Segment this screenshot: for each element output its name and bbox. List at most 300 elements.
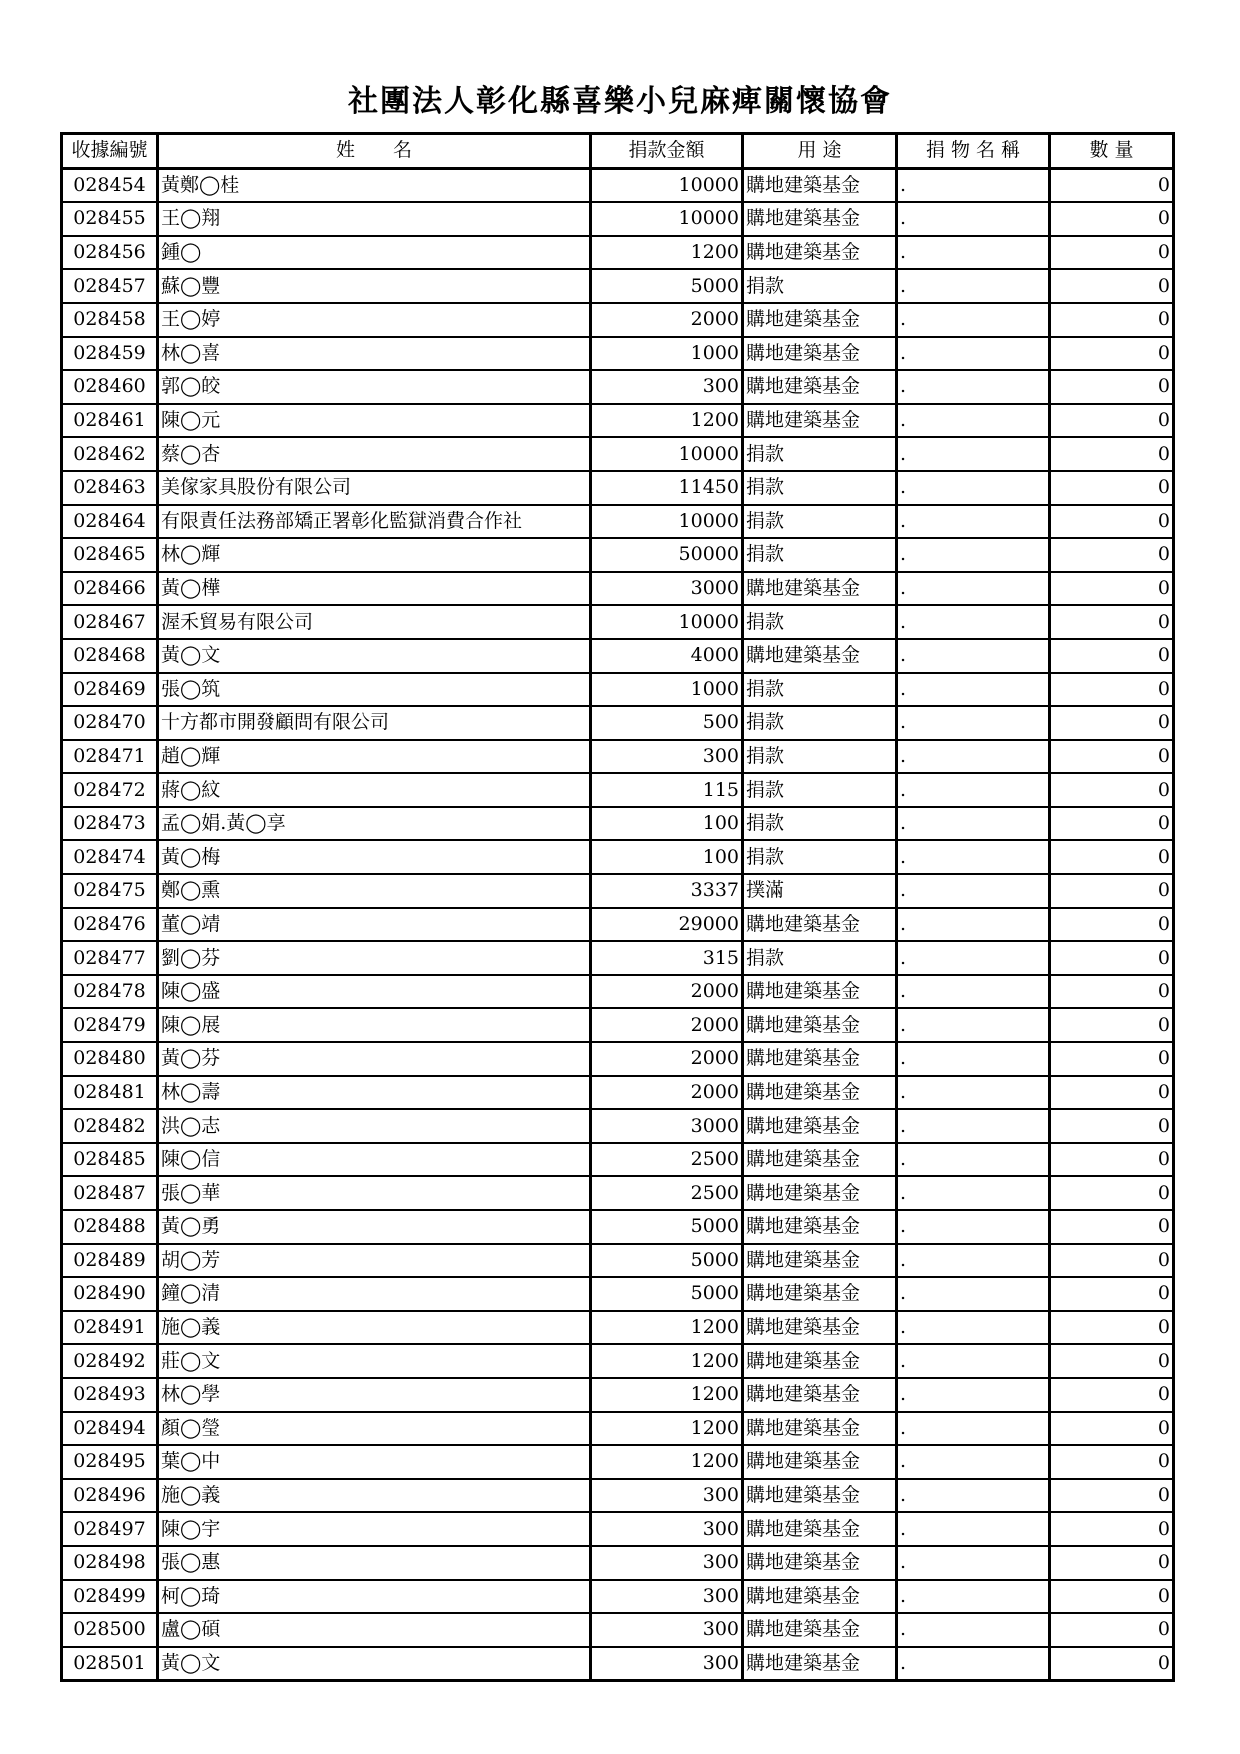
cell-item-name: . <box>897 1512 1050 1546</box>
table-row <box>62 236 1174 270</box>
cell-receipt-no: 028494 <box>62 1412 158 1446</box>
cell-amount: 1200 <box>591 1445 743 1479</box>
cell-name: 施◯義 <box>158 1311 591 1345</box>
cell-purpose: 捐款 <box>743 471 897 505</box>
cell-amount: 1200 <box>591 1344 743 1378</box>
cell-amount: 300 <box>591 1512 743 1546</box>
cell-name: 黃◯樺 <box>158 572 591 606</box>
cell-receipt-no: 028497 <box>62 1512 158 1546</box>
cell-name: 盧◯碩 <box>158 1613 591 1647</box>
cell-purpose: 購地建築基金 <box>743 404 897 438</box>
cell-item-name: . <box>897 236 1050 270</box>
cell-quantity: 0 <box>1050 941 1174 975</box>
cell-name: 郭◯皎 <box>158 370 591 404</box>
cell-item-name: . <box>897 941 1050 975</box>
cell-purpose: 購地建築基金 <box>743 572 897 606</box>
cell-purpose: 購地建築基金 <box>743 303 897 337</box>
cell-name: 劉◯芬 <box>158 941 591 975</box>
table-header-row <box>62 134 1174 169</box>
cell-name: 鄭◯熏 <box>158 874 591 908</box>
cell-quantity: 0 <box>1050 1479 1174 1513</box>
cell-item-name: . <box>897 639 1050 673</box>
cell-item-name: . <box>897 1479 1050 1513</box>
cell-quantity: 0 <box>1050 370 1174 404</box>
cell-receipt-no: 028464 <box>62 505 158 539</box>
table-row <box>62 538 1174 572</box>
cell-receipt-no: 028470 <box>62 706 158 740</box>
cell-receipt-no: 028491 <box>62 1311 158 1345</box>
cell-quantity: 0 <box>1050 706 1174 740</box>
cell-name: 王◯翔 <box>158 202 591 236</box>
cell-amount: 1200 <box>591 404 743 438</box>
cell-receipt-no: 028457 <box>62 269 158 303</box>
cell-amount: 100 <box>591 807 743 841</box>
table-row <box>62 605 1174 639</box>
cell-item-name: . <box>897 1445 1050 1479</box>
table-row <box>62 706 1174 740</box>
cell-receipt-no: 028462 <box>62 437 158 471</box>
cell-name: 渥禾貿易有限公司 <box>158 605 591 639</box>
table-row <box>62 1613 1174 1647</box>
cell-name: 林◯學 <box>158 1378 591 1412</box>
cell-receipt-no: 028467 <box>62 605 158 639</box>
cell-quantity: 0 <box>1050 168 1174 202</box>
cell-name: 黃◯文 <box>158 1647 591 1681</box>
cell-receipt-no: 028475 <box>62 874 158 908</box>
cell-amount: 10000 <box>591 168 743 202</box>
cell-receipt-no: 028456 <box>62 236 158 270</box>
cell-item-name: . <box>897 605 1050 639</box>
cell-amount: 5000 <box>591 1244 743 1278</box>
cell-item-name: . <box>897 1042 1050 1076</box>
cell-item-name: . <box>897 505 1050 539</box>
cell-name: 趙◯輝 <box>158 740 591 774</box>
cell-receipt-no: 028468 <box>62 639 158 673</box>
cell-item-name: . <box>897 1311 1050 1345</box>
table-row <box>62 337 1174 371</box>
cell-item-name: . <box>897 673 1050 707</box>
table-row <box>62 303 1174 337</box>
cell-name: 黃◯文 <box>158 639 591 673</box>
cell-receipt-no: 028495 <box>62 1445 158 1479</box>
cell-quantity: 0 <box>1050 1512 1174 1546</box>
cell-purpose: 捐款 <box>743 840 897 874</box>
cell-quantity: 0 <box>1050 1613 1174 1647</box>
cell-amount: 300 <box>591 370 743 404</box>
cell-amount: 10000 <box>591 437 743 471</box>
cell-name: 顏◯瑩 <box>158 1412 591 1446</box>
cell-purpose: 捐款 <box>743 605 897 639</box>
cell-amount: 5000 <box>591 1277 743 1311</box>
cell-receipt-no: 028501 <box>62 1647 158 1681</box>
cell-name: 美傢家具股份有限公司 <box>158 471 591 505</box>
cell-quantity: 0 <box>1050 1109 1174 1143</box>
cell-receipt-no: 028461 <box>62 404 158 438</box>
cell-purpose: 捐款 <box>743 740 897 774</box>
cell-amount: 10000 <box>591 605 743 639</box>
cell-purpose: 捐款 <box>743 269 897 303</box>
cell-name: 林◯喜 <box>158 337 591 371</box>
cell-receipt-no: 028459 <box>62 337 158 371</box>
cell-quantity: 0 <box>1050 1311 1174 1345</box>
cell-name: 陳◯元 <box>158 404 591 438</box>
cell-quantity: 0 <box>1050 1546 1174 1580</box>
table-row <box>62 437 1174 471</box>
cell-receipt-no: 028463 <box>62 471 158 505</box>
cell-quantity: 0 <box>1050 840 1174 874</box>
cell-item-name: . <box>897 773 1050 807</box>
cell-receipt-no: 028485 <box>62 1143 158 1177</box>
page-title: 社團法人彰化縣喜樂小兒麻痺關懷協會 <box>348 84 892 119</box>
cell-amount: 11450 <box>591 471 743 505</box>
cell-purpose: 捐款 <box>743 673 897 707</box>
cell-name: 張◯惠 <box>158 1546 591 1580</box>
cell-receipt-no: 028492 <box>62 1344 158 1378</box>
cell-item-name: . <box>897 337 1050 371</box>
table-row <box>62 572 1174 606</box>
cell-item-name: . <box>897 471 1050 505</box>
cell-quantity: 0 <box>1050 1580 1174 1614</box>
cell-item-name: . <box>897 370 1050 404</box>
header-amount: 捐款金額 <box>591 134 743 169</box>
cell-amount: 3000 <box>591 572 743 606</box>
cell-purpose: 購地建築基金 <box>743 1076 897 1110</box>
cell-item-name: . <box>897 1378 1050 1412</box>
cell-name: 有限責任法務部矯正署彰化監獄消費合作社 <box>158 505 591 539</box>
header-receipt-no: 收據編號 <box>62 134 158 169</box>
cell-quantity: 0 <box>1050 1210 1174 1244</box>
cell-item-name: . <box>897 1244 1050 1278</box>
table-row <box>62 1546 1174 1580</box>
cell-name: 施◯義 <box>158 1479 591 1513</box>
cell-purpose: 購地建築基金 <box>743 975 897 1009</box>
cell-quantity: 0 <box>1050 572 1174 606</box>
cell-amount: 29000 <box>591 908 743 942</box>
cell-purpose: 購地建築基金 <box>743 337 897 371</box>
table-row <box>62 740 1174 774</box>
cell-amount: 5000 <box>591 269 743 303</box>
cell-receipt-no: 028465 <box>62 538 158 572</box>
table-row <box>62 840 1174 874</box>
cell-name: 柯◯琦 <box>158 1580 591 1614</box>
cell-quantity: 0 <box>1050 1277 1174 1311</box>
cell-name: 董◯靖 <box>158 908 591 942</box>
table-row <box>62 1344 1174 1378</box>
cell-name: 陳◯盛 <box>158 975 591 1009</box>
cell-item-name: . <box>897 740 1050 774</box>
table-row <box>62 1647 1174 1681</box>
cell-quantity: 0 <box>1050 505 1174 539</box>
cell-purpose: 捐款 <box>743 505 897 539</box>
cell-quantity: 0 <box>1050 975 1174 1009</box>
cell-name: 孟◯娟.黃◯享 <box>158 807 591 841</box>
cell-quantity: 0 <box>1050 639 1174 673</box>
cell-purpose: 購地建築基金 <box>743 1210 897 1244</box>
cell-quantity: 0 <box>1050 773 1174 807</box>
table-row <box>62 975 1174 1009</box>
cell-purpose: 購地建築基金 <box>743 1412 897 1446</box>
cell-amount: 2500 <box>591 1176 743 1210</box>
cell-purpose: 購地建築基金 <box>743 202 897 236</box>
cell-item-name: . <box>897 202 1050 236</box>
cell-purpose: 購地建築基金 <box>743 1311 897 1345</box>
cell-item-name: . <box>897 538 1050 572</box>
cell-quantity: 0 <box>1050 908 1174 942</box>
cell-receipt-no: 028500 <box>62 1613 158 1647</box>
cell-name: 陳◯展 <box>158 1008 591 1042</box>
table-row <box>62 1076 1174 1110</box>
cell-receipt-no: 028482 <box>62 1109 158 1143</box>
cell-receipt-no: 028499 <box>62 1580 158 1614</box>
table-row <box>62 807 1174 841</box>
cell-quantity: 0 <box>1050 1176 1174 1210</box>
cell-name: 鐘◯清 <box>158 1277 591 1311</box>
cell-item-name: . <box>897 1580 1050 1614</box>
cell-amount: 300 <box>591 1546 743 1580</box>
cell-purpose: 購地建築基金 <box>743 639 897 673</box>
cell-receipt-no: 028472 <box>62 773 158 807</box>
cell-amount: 4000 <box>591 639 743 673</box>
cell-name: 陳◯宇 <box>158 1512 591 1546</box>
cell-item-name: . <box>897 437 1050 471</box>
cell-amount: 300 <box>591 1613 743 1647</box>
cell-receipt-no: 028487 <box>62 1176 158 1210</box>
cell-amount: 2000 <box>591 303 743 337</box>
cell-purpose: 購地建築基金 <box>743 1176 897 1210</box>
cell-item-name: . <box>897 1076 1050 1110</box>
cell-receipt-no: 028496 <box>62 1479 158 1513</box>
cell-name: 蔣◯紋 <box>158 773 591 807</box>
cell-quantity: 0 <box>1050 1042 1174 1076</box>
cell-amount: 300 <box>591 740 743 774</box>
cell-amount: 50000 <box>591 538 743 572</box>
cell-amount: 10000 <box>591 202 743 236</box>
table-row <box>62 404 1174 438</box>
cell-amount: 2000 <box>591 1076 743 1110</box>
cell-receipt-no: 028489 <box>62 1244 158 1278</box>
cell-quantity: 0 <box>1050 437 1174 471</box>
cell-quantity: 0 <box>1050 1378 1174 1412</box>
cell-amount: 3000 <box>591 1109 743 1143</box>
cell-item-name: . <box>897 1210 1050 1244</box>
cell-quantity: 0 <box>1050 874 1174 908</box>
cell-quantity: 0 <box>1050 1008 1174 1042</box>
cell-receipt-no: 028478 <box>62 975 158 1009</box>
cell-quantity: 0 <box>1050 1647 1174 1681</box>
cell-amount: 2000 <box>591 975 743 1009</box>
table-row <box>62 941 1174 975</box>
cell-amount: 315 <box>591 941 743 975</box>
cell-amount: 1200 <box>591 1412 743 1446</box>
header-name: 姓 名 <box>158 134 591 169</box>
cell-name: 林◯輝 <box>158 538 591 572</box>
cell-amount: 2000 <box>591 1042 743 1076</box>
table-row <box>62 1210 1174 1244</box>
table-row <box>62 505 1174 539</box>
table-row <box>62 1445 1174 1479</box>
cell-receipt-no: 028455 <box>62 202 158 236</box>
table-row <box>62 1580 1174 1614</box>
header-quantity: 數 量 <box>1050 134 1174 169</box>
cell-quantity: 0 <box>1050 1076 1174 1110</box>
cell-quantity: 0 <box>1050 1412 1174 1446</box>
table-row <box>62 1479 1174 1513</box>
table-row <box>62 1277 1174 1311</box>
cell-receipt-no: 028493 <box>62 1378 158 1412</box>
cell-quantity: 0 <box>1050 303 1174 337</box>
cell-quantity: 0 <box>1050 740 1174 774</box>
cell-purpose: 捐款 <box>743 773 897 807</box>
table-row <box>62 1143 1174 1177</box>
cell-item-name: . <box>897 572 1050 606</box>
cell-receipt-no: 028479 <box>62 1008 158 1042</box>
cell-purpose: 捐款 <box>743 538 897 572</box>
cell-item-name: . <box>897 1647 1050 1681</box>
cell-quantity: 0 <box>1050 236 1174 270</box>
cell-purpose: 購地建築基金 <box>743 908 897 942</box>
cell-purpose: 購地建築基金 <box>743 1109 897 1143</box>
cell-quantity: 0 <box>1050 673 1174 707</box>
cell-name: 王◯婷 <box>158 303 591 337</box>
table-row <box>62 202 1174 236</box>
cell-receipt-no: 028481 <box>62 1076 158 1110</box>
cell-purpose: 購地建築基金 <box>743 1580 897 1614</box>
cell-item-name: . <box>897 1546 1050 1580</box>
table-row <box>62 1109 1174 1143</box>
cell-receipt-no: 028488 <box>62 1210 158 1244</box>
cell-item-name: . <box>897 1277 1050 1311</box>
cell-purpose: 購地建築基金 <box>743 1479 897 1513</box>
cell-purpose: 購地建築基金 <box>743 168 897 202</box>
cell-name: 蘇◯豐 <box>158 269 591 303</box>
cell-quantity: 0 <box>1050 1445 1174 1479</box>
cell-amount: 500 <box>591 706 743 740</box>
cell-name: 黃◯勇 <box>158 1210 591 1244</box>
cell-purpose: 購地建築基金 <box>743 1378 897 1412</box>
cell-name: 黃鄭◯桂 <box>158 168 591 202</box>
cell-receipt-no: 028477 <box>62 941 158 975</box>
cell-amount: 1200 <box>591 1311 743 1345</box>
cell-receipt-no: 028490 <box>62 1277 158 1311</box>
cell-quantity: 0 <box>1050 1244 1174 1278</box>
cell-quantity: 0 <box>1050 337 1174 371</box>
cell-amount: 2000 <box>591 1008 743 1042</box>
cell-purpose: 捐款 <box>743 437 897 471</box>
cell-item-name: . <box>897 1344 1050 1378</box>
cell-name: 黃◯芬 <box>158 1042 591 1076</box>
cell-name: 張◯華 <box>158 1176 591 1210</box>
cell-receipt-no: 028474 <box>62 840 158 874</box>
table-row <box>62 1042 1174 1076</box>
cell-purpose: 購地建築基金 <box>743 1445 897 1479</box>
cell-name: 林◯壽 <box>158 1076 591 1110</box>
table-row <box>62 673 1174 707</box>
table-row <box>62 471 1174 505</box>
cell-amount: 1200 <box>591 236 743 270</box>
cell-quantity: 0 <box>1050 471 1174 505</box>
cell-item-name: . <box>897 908 1050 942</box>
table-row <box>62 269 1174 303</box>
cell-name: 葉◯中 <box>158 1445 591 1479</box>
table-row <box>62 1176 1174 1210</box>
cell-purpose: 撲滿 <box>743 874 897 908</box>
cell-receipt-no: 028498 <box>62 1546 158 1580</box>
cell-quantity: 0 <box>1050 404 1174 438</box>
cell-name: 張◯筑 <box>158 673 591 707</box>
cell-name: 莊◯文 <box>158 1344 591 1378</box>
cell-amount: 2500 <box>591 1143 743 1177</box>
cell-receipt-no: 028458 <box>62 303 158 337</box>
cell-quantity: 0 <box>1050 1344 1174 1378</box>
cell-item-name: . <box>897 404 1050 438</box>
cell-amount: 1000 <box>591 337 743 371</box>
cell-name: 胡◯芳 <box>158 1244 591 1278</box>
cell-receipt-no: 028454 <box>62 168 158 202</box>
cell-item-name: . <box>897 168 1050 202</box>
cell-quantity: 0 <box>1050 269 1174 303</box>
cell-purpose: 購地建築基金 <box>743 1008 897 1042</box>
table-row <box>62 1311 1174 1345</box>
donation-table <box>60 132 1175 1682</box>
cell-purpose: 購地建築基金 <box>743 370 897 404</box>
cell-purpose: 捐款 <box>743 706 897 740</box>
cell-purpose: 購地建築基金 <box>743 1512 897 1546</box>
cell-quantity: 0 <box>1050 1143 1174 1177</box>
cell-purpose: 購地建築基金 <box>743 1546 897 1580</box>
header-purpose: 用 途 <box>743 134 897 169</box>
cell-purpose: 購地建築基金 <box>743 1244 897 1278</box>
cell-item-name: . <box>897 1412 1050 1446</box>
cell-item-name: . <box>897 1613 1050 1647</box>
table-row <box>62 168 1174 202</box>
cell-name: 洪◯志 <box>158 1109 591 1143</box>
cell-name: 黃◯梅 <box>158 840 591 874</box>
table-row <box>62 874 1174 908</box>
cell-name: 蔡◯杏 <box>158 437 591 471</box>
cell-quantity: 0 <box>1050 605 1174 639</box>
cell-amount: 115 <box>591 773 743 807</box>
cell-name: 鍾◯ <box>158 236 591 270</box>
cell-name: 陳◯信 <box>158 1143 591 1177</box>
cell-purpose: 購地建築基金 <box>743 1143 897 1177</box>
table-row <box>62 370 1174 404</box>
cell-item-name: . <box>897 975 1050 1009</box>
cell-amount: 300 <box>591 1647 743 1681</box>
cell-item-name: . <box>897 269 1050 303</box>
cell-purpose: 購地建築基金 <box>743 236 897 270</box>
cell-receipt-no: 028473 <box>62 807 158 841</box>
cell-item-name: . <box>897 1109 1050 1143</box>
cell-amount: 5000 <box>591 1210 743 1244</box>
cell-purpose: 購地建築基金 <box>743 1344 897 1378</box>
cell-amount: 1000 <box>591 673 743 707</box>
cell-receipt-no: 028471 <box>62 740 158 774</box>
cell-item-name: . <box>897 1008 1050 1042</box>
table-row <box>62 1244 1174 1278</box>
cell-amount: 3337 <box>591 874 743 908</box>
cell-name: 十方都市開發顧問有限公司 <box>158 706 591 740</box>
cell-purpose: 購地建築基金 <box>743 1613 897 1647</box>
cell-amount: 10000 <box>591 505 743 539</box>
cell-purpose: 購地建築基金 <box>743 1277 897 1311</box>
cell-amount: 300 <box>591 1580 743 1614</box>
cell-quantity: 0 <box>1050 202 1174 236</box>
cell-quantity: 0 <box>1050 807 1174 841</box>
cell-purpose: 捐款 <box>743 941 897 975</box>
cell-amount: 1200 <box>591 1378 743 1412</box>
cell-item-name: . <box>897 1143 1050 1177</box>
cell-receipt-no: 028469 <box>62 673 158 707</box>
